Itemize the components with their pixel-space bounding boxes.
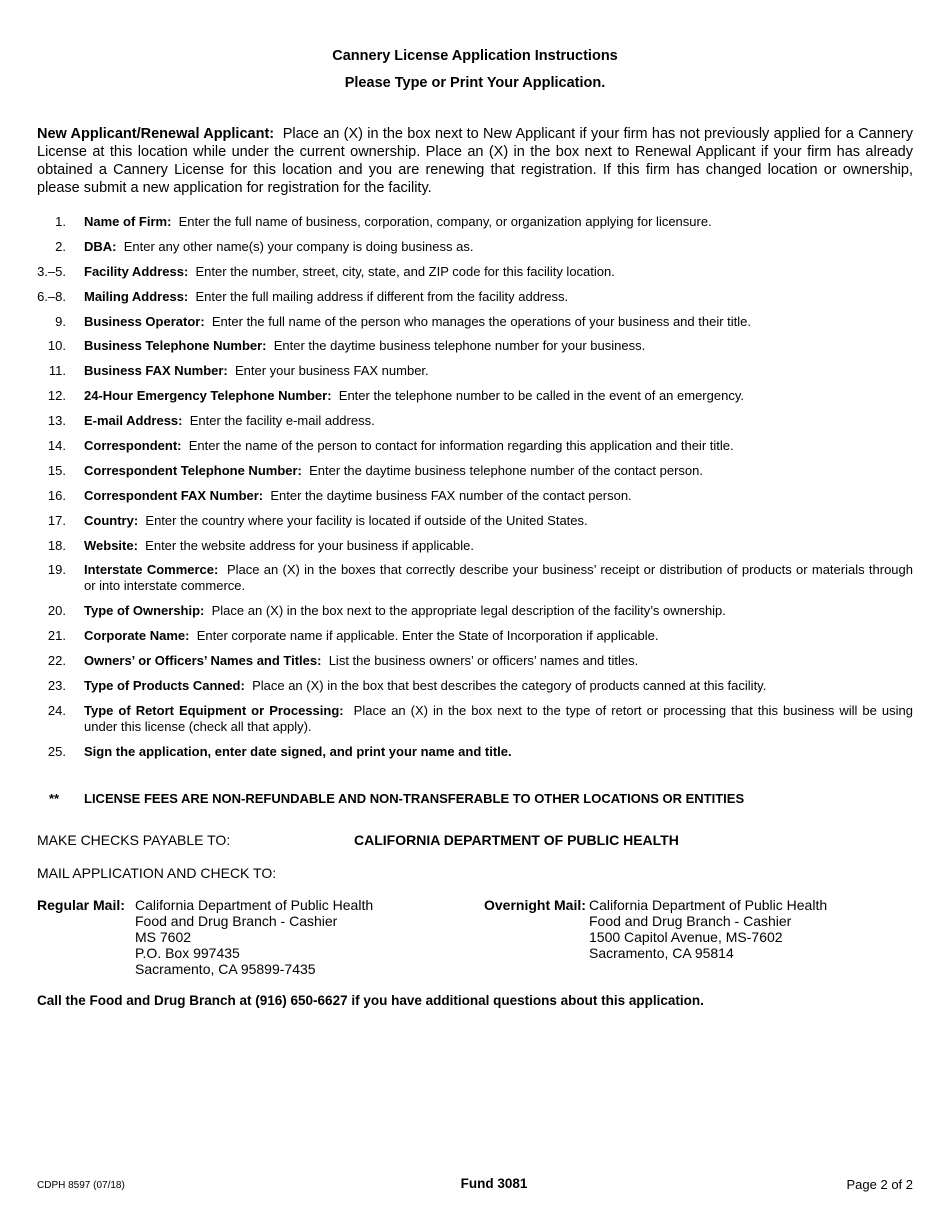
item-number: 14.: [47, 438, 66, 454]
item-body: [84, 678, 913, 694]
list-item: [0, 363, 950, 379]
item-label: Interstate Commerce:: [84, 562, 219, 578]
item-body: [84, 413, 913, 429]
mail-label: MAIL APPLICATION AND CHECK TO:: [37, 865, 277, 881]
note-marker: **: [49, 791, 60, 806]
list-item: [0, 289, 950, 305]
list-item: [0, 438, 950, 454]
item-text: Place an (X) in the box next to the type of retort or processing that this business will be using under this license (check all that apply).: [84, 702, 913, 734]
item-text: Place an (X) in the box that best describes the category of products canned at this facility.: [252, 678, 767, 694]
item-text: Enter any other name(s) your company is doing business as.: [123, 238, 474, 254]
item-body: [84, 628, 913, 644]
intro-label: New Applicant/Renewal Applicant:: [37, 126, 275, 142]
item-body: [84, 488, 913, 504]
item-body: [84, 338, 913, 354]
item-text: Enter the full name of business, corporation, company, or organization applying for licensure.: [178, 214, 712, 229]
item-label: Correspondent:: [84, 438, 182, 454]
page-title: Cannery License Application Instructions: [332, 48, 618, 64]
item-text: Place an (X) in the box next to the appropriate legal description of the facility’s ownership.: [211, 603, 726, 619]
item-label: Owners’ or Officers’ Names and Titles:: [84, 653, 322, 669]
item-body: [84, 239, 913, 255]
item-label: Correspondent Telephone Number:: [84, 462, 302, 478]
item-number: 24.: [47, 702, 66, 718]
item-body: [84, 562, 913, 594]
list-item: [0, 703, 950, 735]
note-text: LICENSE FEES ARE NON-REFUNDABLE AND NON-TRANSFERABLE TO OTHER LOCATIONS OR ENTITIES: [84, 791, 745, 806]
list-item: [0, 628, 950, 644]
list-item: [0, 488, 950, 504]
item-number: 20.: [47, 603, 66, 619]
item-label: Business FAX Number:: [84, 363, 228, 379]
payee-name: CALIFORNIA DEPARTMENT OF PUBLIC HEALTH: [354, 832, 679, 848]
intro-text: Place an (X) in the box next to New Applicant if your firm has not previously applied for a Cannery License at this location while under the current ownership. Place an (X) in the box next to Renewal Applicant if your firm has already obtained a Cannery License for this location and you are renewing that registration. If this firm has changed location or ownership, please submit a new application for registration for the facility.: [37, 126, 913, 196]
list-item: [0, 239, 950, 255]
contact-line: Call the Food and Drug Branch at (916) 650-6627 if you have additional questions about this application.: [37, 993, 704, 1008]
item-label: Sign the application, enter date signed, and print your name and title.: [84, 743, 512, 759]
item-label: DBA:: [84, 238, 117, 254]
address-line: MS 7602: [135, 929, 192, 945]
list-item: [0, 214, 950, 230]
item-label: Business Telephone Number:: [84, 338, 267, 354]
item-label: Country:: [84, 512, 139, 528]
item-label: 24-Hour Emergency Telephone Number:: [84, 388, 332, 404]
overnight-mail-label: Overnight Mail:: [484, 897, 586, 913]
item-number: 22.: [47, 653, 66, 669]
item-number: 1.: [55, 214, 66, 229]
page-subtitle: Please Type or Print Your Application.: [344, 75, 606, 91]
item-body: [84, 603, 913, 619]
item-number: 13.: [47, 413, 66, 429]
list-item: [0, 603, 950, 619]
item-number: 3.–5.: [37, 263, 66, 279]
list-item: [0, 744, 950, 760]
item-body: [84, 653, 913, 669]
item-number: 16.: [47, 487, 66, 503]
list-item: [0, 513, 950, 529]
item-text: Place an (X) in the boxes that correctly describe your business’ receipt or distribution of products or materials through or into interstate commerce.: [84, 562, 913, 594]
address-line: Food and Drug Branch - Cashier: [589, 913, 792, 929]
item-text: Enter the number, street, city, state, and ZIP code for this facility location.: [195, 263, 615, 279]
list-item: [0, 653, 950, 669]
address-line: Food and Drug Branch - Cashier: [135, 913, 338, 929]
list-item: [0, 538, 950, 554]
item-text: Enter the daytime business telephone number of the contact person.: [309, 462, 703, 478]
item-label: Business Operator:: [84, 313, 205, 329]
item-label: E-mail Address:: [84, 413, 183, 429]
fund-number: Fund 3081: [460, 1176, 528, 1191]
item-label: Type of Products Canned:: [84, 678, 245, 694]
item-label: Facility Address:: [84, 263, 189, 279]
item-text: Enter your business FAX number.: [235, 363, 429, 379]
item-body: [84, 264, 913, 280]
item-text: Enter the daytime business telephone number for your business.: [273, 338, 646, 354]
instruction-list: [0, 214, 950, 769]
item-label: Corporate Name:: [84, 628, 190, 644]
item-text: Enter corporate name if applicable. Enter the State of Incorporation if applicable.: [196, 628, 659, 644]
item-number: 6.–8.: [37, 288, 66, 304]
item-text: Enter the facility e-mail address.: [189, 413, 375, 429]
item-text: Enter the full name of the person who manages the operations of your business and their title.: [211, 313, 751, 329]
address-line: Sacramento, CA 95899-7435: [135, 961, 316, 977]
item-body: [84, 438, 913, 454]
item-number: 9.: [55, 313, 66, 329]
list-item: [0, 413, 950, 429]
list-item: [0, 562, 950, 594]
item-number: 11.: [48, 363, 66, 379]
item-label: Website:: [84, 537, 138, 553]
item-body: [84, 289, 913, 305]
regular-mail-label: Regular Mail:: [37, 897, 125, 913]
list-item: [0, 314, 950, 330]
payable-label: MAKE CHECKS PAYABLE TO:: [37, 832, 231, 848]
item-number: 21.: [47, 628, 66, 644]
intro-paragraph: [37, 125, 913, 197]
item-number: 18.: [47, 537, 66, 553]
address-line: California Department of Public Health: [135, 897, 374, 913]
item-number: 2.: [55, 238, 66, 254]
item-text: List the business owners’ or officers’ names and titles.: [328, 653, 639, 669]
item-number: 19.: [47, 562, 66, 578]
item-text: Enter the name of the person to contact for information regarding this application and their title.: [188, 438, 734, 454]
item-label: Mailing Address:: [84, 288, 189, 304]
item-body: [84, 214, 913, 230]
item-number: 10.: [47, 338, 66, 354]
list-item: [0, 678, 950, 694]
item-body: [84, 363, 913, 379]
list-item: [0, 264, 950, 280]
item-text: Enter the full mailing address if different from the facility address.: [195, 288, 569, 304]
item-number: 12.: [47, 388, 66, 404]
list-item: [0, 463, 950, 479]
address-line: Sacramento, CA 95814: [589, 945, 734, 961]
overnight-mail-address: [589, 897, 827, 961]
item-body: [84, 463, 913, 479]
item-text: Enter the country where your facility is located if outside of the United States.: [145, 512, 588, 528]
item-label: Type of Ownership:: [84, 603, 205, 619]
item-body: [84, 538, 913, 554]
item-text: Enter the website address for your business if applicable.: [145, 537, 474, 553]
address-line: P.O. Box 997435: [135, 945, 240, 961]
item-label: Type of Retort Equipment or Processing:: [84, 702, 344, 718]
item-body: [84, 513, 913, 529]
item-number: 17.: [47, 512, 66, 528]
list-item: [0, 388, 950, 404]
item-label: Name of Firm:: [84, 214, 172, 229]
form-id: CDPH 8597 (07/18): [37, 1180, 125, 1191]
address-line: California Department of Public Health: [589, 897, 828, 913]
regular-mail-address: [135, 897, 373, 977]
item-body: [84, 703, 913, 735]
address-line: 1500 Capitol Avenue, MS-7602: [589, 929, 783, 945]
item-text: Enter the daytime business FAX number of the contact person.: [270, 487, 632, 503]
list-item: [0, 338, 950, 354]
item-number: 25.: [47, 743, 66, 759]
item-label: Correspondent FAX Number:: [84, 487, 264, 503]
item-number: 15.: [47, 462, 66, 478]
item-body: [84, 744, 913, 760]
item-text: Enter the telephone number to be called in the event of an emergency.: [338, 388, 744, 404]
item-body: [84, 314, 913, 330]
item-body: [84, 388, 913, 404]
page-number: Page 2 of 2: [846, 1177, 913, 1192]
item-number: 23.: [47, 678, 66, 694]
